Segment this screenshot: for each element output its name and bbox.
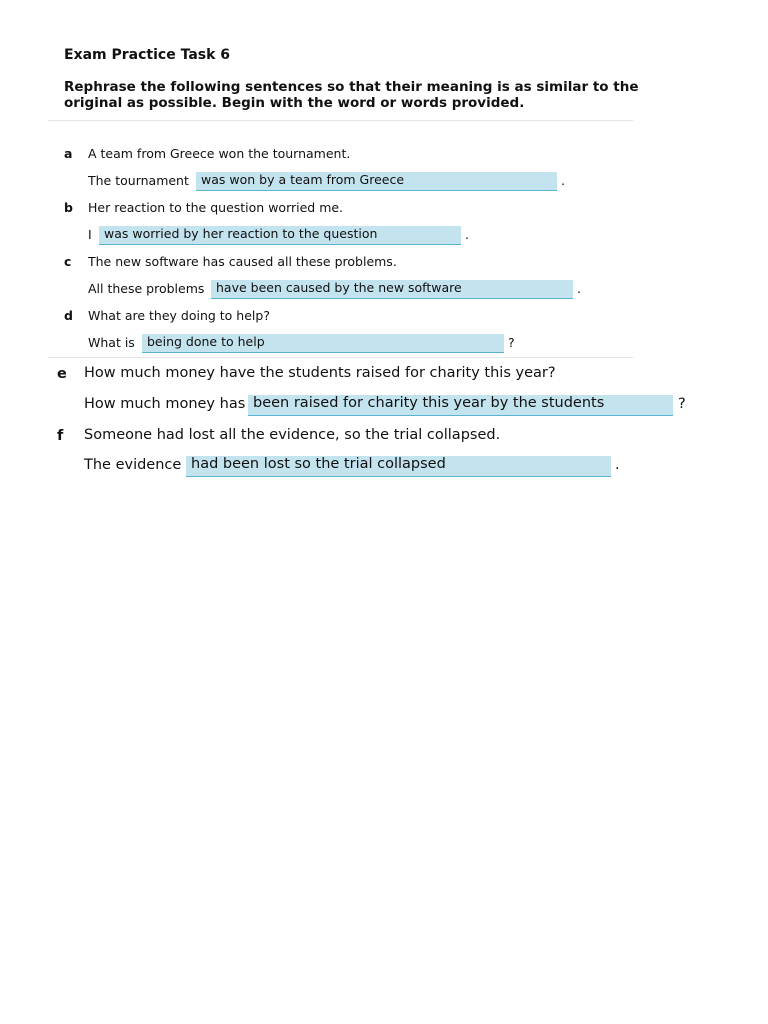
- item-stem: I: [88, 227, 92, 242]
- answer-field[interactable]: been raised for charity this year by the students: [248, 395, 673, 416]
- answer-field[interactable]: have been caused by the new software: [211, 280, 573, 299]
- item-letter: b: [64, 200, 73, 215]
- item-letter: a: [64, 146, 73, 161]
- item-punctuation: .: [577, 281, 581, 296]
- item-letter: d: [64, 308, 73, 323]
- item-punctuation: .: [465, 227, 469, 242]
- answer-field[interactable]: being done to help: [142, 334, 504, 353]
- item-letter: f: [57, 428, 64, 444]
- item-question: How much money have the students raised for charity this year?: [84, 365, 556, 381]
- divider-middle: [48, 357, 633, 358]
- item-letter: c: [64, 254, 72, 269]
- answer-field[interactable]: was won by a team from Greece: [196, 172, 557, 191]
- item-question: Someone had lost all the evidence, so the trial collapsed.: [84, 427, 501, 443]
- task-instructions: Rephrase the following sentences so that their meaning is as similar to the original as possible. Begin with the word or words provided.: [64, 79, 639, 111]
- item-question: Her reaction to the question worried me.: [88, 200, 344, 215]
- item-stem: What is: [88, 335, 135, 350]
- item-question: The new software has caused all these problems.: [88, 254, 397, 269]
- item-punctuation: ?: [678, 396, 686, 412]
- item-stem: All these problems: [88, 281, 205, 296]
- divider-top: [48, 120, 633, 121]
- item-stem: The evidence: [84, 457, 182, 473]
- task-title: Exam Practice Task 6: [64, 47, 231, 63]
- item-question: A team from Greece won the tournament.: [88, 146, 351, 161]
- item-stem: How much money has: [84, 396, 246, 412]
- item-letter: e: [57, 366, 67, 382]
- item-punctuation: .: [615, 457, 620, 473]
- item-punctuation: ?: [508, 335, 515, 350]
- item-stem: The tournament: [88, 173, 189, 188]
- item-question: What are they doing to help?: [88, 308, 270, 323]
- item-punctuation: .: [561, 173, 565, 188]
- answer-field[interactable]: was worried by her reaction to the question: [99, 226, 461, 245]
- answer-field[interactable]: had been lost so the trial collapsed: [186, 456, 611, 477]
